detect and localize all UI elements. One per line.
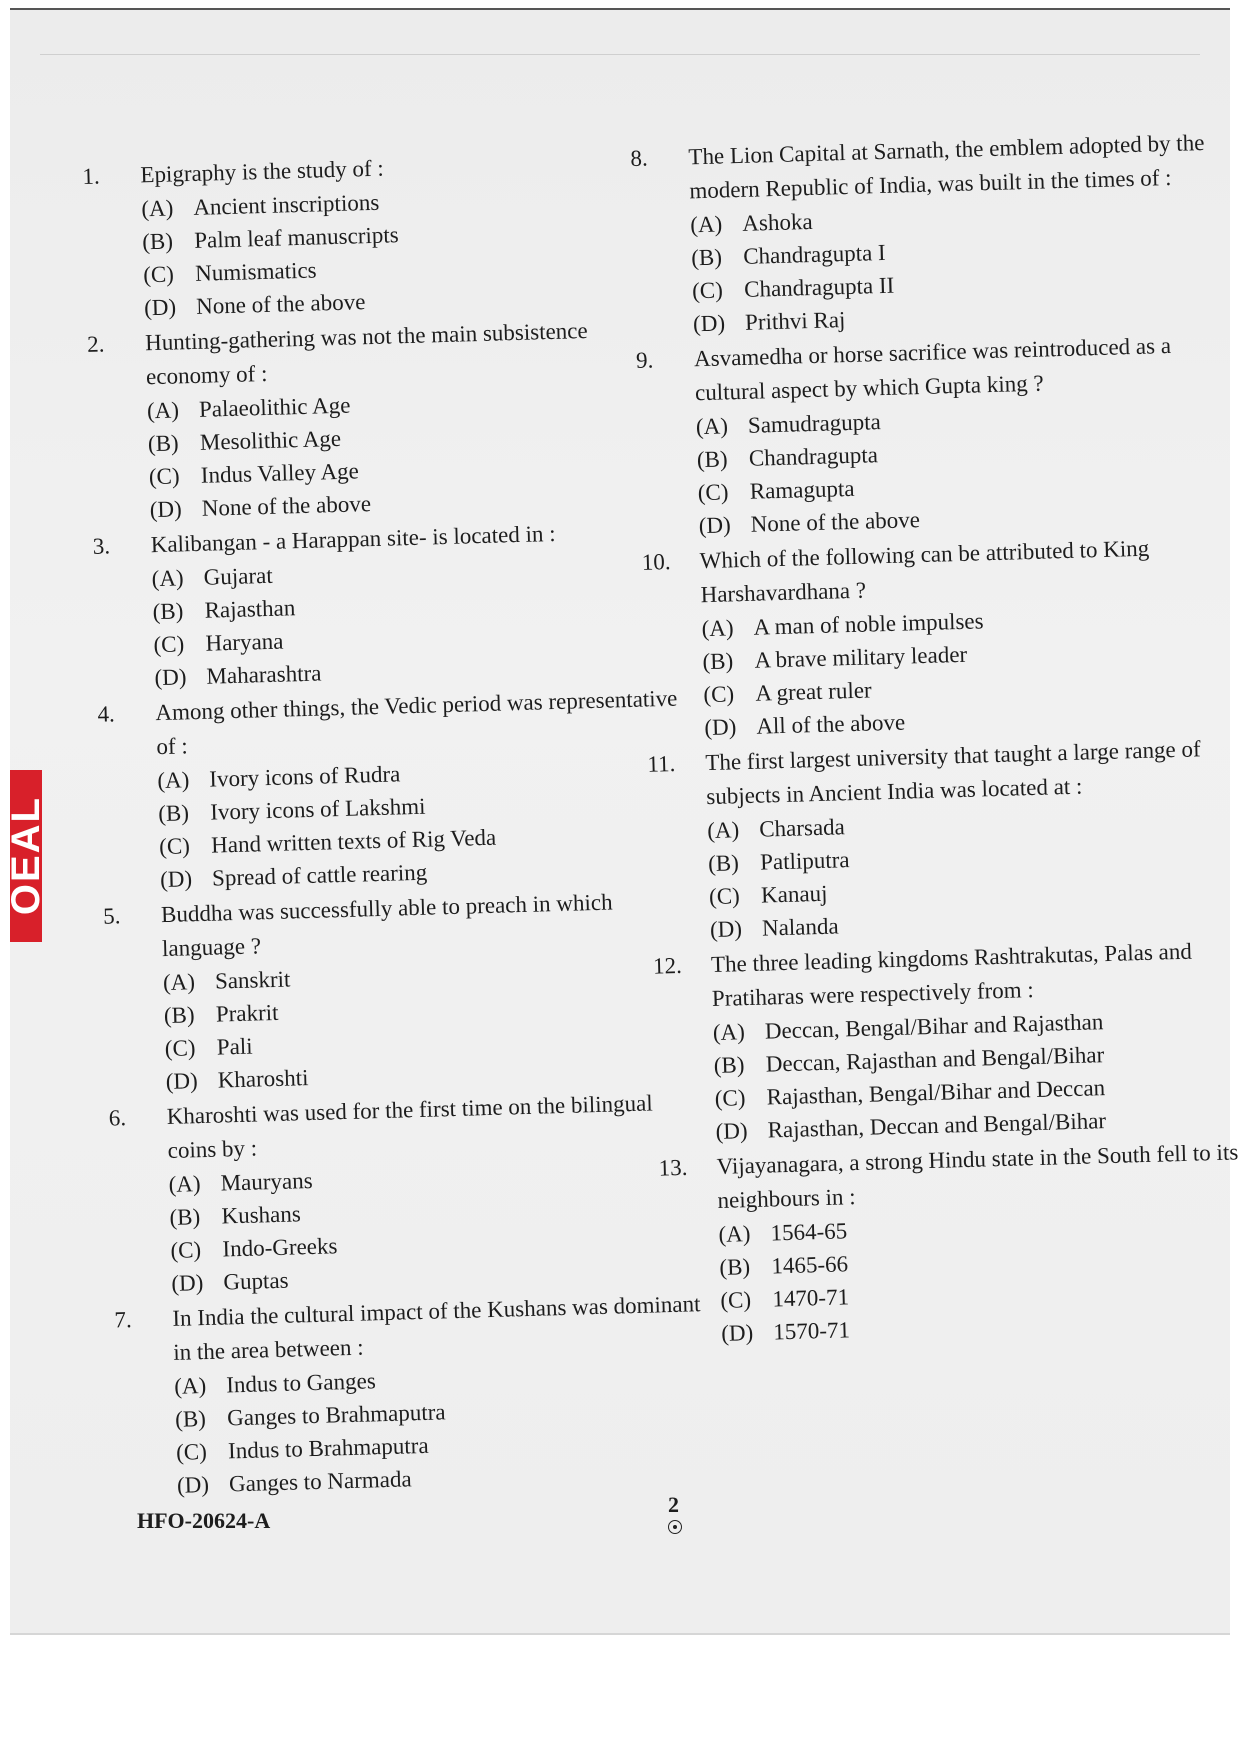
option-text: Samudragupta bbox=[747, 409, 882, 438]
top-scan-line bbox=[40, 54, 1200, 55]
question-number: 7. bbox=[114, 1307, 132, 1333]
option-key: (C) bbox=[153, 631, 185, 658]
option-key: (B) bbox=[690, 244, 723, 271]
question-item bbox=[114, 1287, 709, 1503]
option-key: (C) bbox=[175, 1439, 208, 1465]
option-text: Indo-Greeks bbox=[222, 1233, 338, 1262]
option-key: (A) bbox=[701, 615, 734, 642]
question-number: 6. bbox=[108, 1105, 127, 1131]
side-tab-label: OEAL bbox=[3, 796, 48, 916]
side-color-tab bbox=[3, 770, 48, 942]
option-key: (D) bbox=[159, 866, 193, 893]
question-text: The three leading kingdoms Rashtrakutas, Palas and Pratiharas were respectively from : bbox=[710, 938, 1193, 1012]
option-key: (A) bbox=[168, 1171, 201, 1197]
question-item bbox=[641, 530, 1226, 746]
option-text: Patliputra bbox=[759, 847, 850, 875]
question-item bbox=[630, 126, 1215, 342]
question-text: The Lion Capital at Sarnath, the emblem adopted by the modern Republic of India, was built in the times of : bbox=[688, 129, 1205, 204]
option-text: Indus to Ganges bbox=[225, 1368, 377, 1398]
question-number: 1. bbox=[82, 163, 101, 189]
option-text: Indus Valley Age bbox=[200, 458, 360, 488]
option-text: Sanskrit bbox=[214, 966, 291, 994]
option-key: (C) bbox=[158, 833, 191, 860]
question-item bbox=[636, 328, 1221, 544]
question-number: 11. bbox=[647, 750, 676, 777]
question-number: 12. bbox=[652, 952, 683, 979]
question-item bbox=[653, 933, 1238, 1149]
option-key: (C) bbox=[697, 479, 729, 506]
option-key: (C) bbox=[714, 1085, 746, 1112]
registration-mark-icon bbox=[668, 1520, 682, 1534]
option-text: Prithvi Raj bbox=[744, 307, 846, 335]
option-text: Spread of cattle rearing bbox=[211, 859, 428, 891]
bottom-scan-line bbox=[10, 1633, 1230, 1635]
option-text: 1570-71 bbox=[772, 1317, 851, 1345]
option-text: Charsada bbox=[758, 814, 846, 842]
option-text: None of the above bbox=[201, 491, 372, 521]
option-text: Indus to Brahmaputra bbox=[227, 1432, 429, 1464]
option-key: (A) bbox=[146, 397, 180, 424]
option-text: Palaeolithic Age bbox=[198, 392, 351, 422]
option-text: Pali bbox=[216, 1033, 253, 1060]
option-text: Palm leaf manuscripts bbox=[193, 222, 399, 253]
right-question-column bbox=[630, 126, 1240, 1354]
option-text: Rajasthan, Bengal/Bihar and Deccan bbox=[766, 1075, 1106, 1110]
option-text: A great ruler bbox=[755, 677, 872, 706]
option-text: Kushans bbox=[221, 1201, 302, 1229]
option-key: (B) bbox=[696, 446, 728, 473]
option-text: A man of noble impulses bbox=[753, 608, 984, 640]
option-key: (B) bbox=[719, 1254, 751, 1280]
option-key: (A) bbox=[695, 413, 729, 440]
question-number: 10. bbox=[641, 549, 671, 575]
option-text: Kanauj bbox=[760, 880, 828, 908]
option-text: A brave military leader bbox=[754, 641, 968, 673]
option-text: 1470-71 bbox=[772, 1284, 850, 1312]
question-text: Hunting-gathering was not the main subsistence economy of : bbox=[144, 317, 588, 390]
question-number: 3. bbox=[92, 533, 111, 559]
question-number: 2. bbox=[86, 331, 105, 357]
option-text: 1564-65 bbox=[770, 1218, 848, 1246]
option-key: (B) bbox=[713, 1052, 745, 1079]
option-text: Chandragupta I bbox=[742, 239, 886, 269]
option-text: Chandragupta bbox=[748, 442, 879, 471]
option-text: Kharoshti bbox=[217, 1065, 309, 1093]
option-key: (D) bbox=[704, 714, 737, 741]
option-key: (A) bbox=[141, 195, 174, 222]
option-key: (D) bbox=[143, 294, 177, 321]
option-text: Deccan, Bengal/Bihar and Rajasthan bbox=[764, 1009, 1104, 1044]
option-key: (B) bbox=[169, 1204, 201, 1230]
question-item bbox=[97, 681, 692, 897]
option-text: Ivory icons of Lakshmi bbox=[209, 793, 426, 825]
question-item bbox=[647, 732, 1232, 948]
page-number: 2 bbox=[668, 1492, 679, 1517]
option-text: All of the above bbox=[756, 709, 906, 739]
option-text: Numismatics bbox=[194, 257, 317, 286]
option-key: (C) bbox=[142, 261, 175, 288]
option-key: (B) bbox=[707, 850, 740, 877]
option-key: (D) bbox=[715, 1118, 748, 1144]
option-key: (A) bbox=[173, 1373, 207, 1399]
option-text: Deccan, Rajasthan and Bengal/Bihar bbox=[765, 1042, 1105, 1077]
question-number: 4. bbox=[97, 701, 116, 727]
option-text: Haryana bbox=[205, 628, 284, 656]
option-text: None of the above bbox=[750, 507, 921, 537]
question-text: Which of the following can be attributed to King Harshavardhana ? bbox=[699, 535, 1150, 608]
question-text: Epigraphy is the study of : bbox=[140, 155, 385, 188]
option-text: Ashoka bbox=[741, 208, 813, 236]
option-key: (B) bbox=[157, 800, 190, 827]
option-key: (D) bbox=[149, 496, 183, 523]
option-text: Ganges to Narmada bbox=[228, 1466, 412, 1497]
question-number: 9. bbox=[635, 347, 654, 373]
question-number: 13. bbox=[658, 1154, 688, 1181]
option-key: (B) bbox=[702, 648, 734, 675]
option-key: (C) bbox=[691, 277, 724, 304]
option-key: (D) bbox=[709, 916, 743, 943]
option-key: (C) bbox=[164, 1035, 196, 1062]
question-item bbox=[108, 1085, 703, 1301]
option-key: (A) bbox=[157, 767, 190, 794]
question-item bbox=[103, 883, 698, 1099]
left-question-column bbox=[82, 144, 709, 1506]
option-text: Ivory icons of Rudra bbox=[208, 761, 401, 792]
option-key: (C) bbox=[148, 463, 180, 490]
option-key: (D) bbox=[154, 664, 187, 691]
question-text: Kalibangan - a Harappan site- is located in : bbox=[150, 520, 556, 558]
option-text: Rajasthan bbox=[204, 595, 296, 623]
option-key: (A) bbox=[712, 1019, 746, 1046]
option-text: Maharashtra bbox=[206, 660, 322, 689]
option-key: (A) bbox=[151, 565, 184, 592]
option-key: (A) bbox=[689, 211, 723, 238]
option-key: (C) bbox=[720, 1287, 752, 1313]
option-text: Gujarat bbox=[203, 562, 273, 590]
option-key: (A) bbox=[162, 969, 196, 996]
option-text: Rajasthan, Deccan and Bengal/Bihar bbox=[767, 1108, 1107, 1143]
option-text: Ganges to Brahmaputra bbox=[226, 1399, 446, 1431]
option-key: (A) bbox=[706, 817, 740, 844]
option-key: (C) bbox=[170, 1237, 202, 1263]
option-key: (D) bbox=[698, 512, 732, 539]
option-key: (B) bbox=[141, 228, 174, 255]
question-item bbox=[87, 311, 682, 527]
question-item bbox=[658, 1135, 1240, 1351]
option-text: Guptas bbox=[223, 1267, 289, 1295]
option-key: (B) bbox=[163, 1002, 195, 1029]
question-item bbox=[92, 513, 686, 695]
option-key: (D) bbox=[720, 1320, 754, 1346]
option-text: Prakrit bbox=[215, 999, 279, 1027]
question-number: 8. bbox=[630, 145, 649, 171]
option-text: Hand written texts of Rig Veda bbox=[210, 824, 497, 858]
option-text: Mesolithic Age bbox=[199, 425, 342, 455]
paper-code: HFO-20624-A bbox=[137, 1508, 271, 1533]
question-text: Asvamedha or horse sacrifice was reintroduced as a cultural aspect by which Gupta king ? bbox=[693, 332, 1172, 406]
option-key: (D) bbox=[171, 1270, 204, 1296]
option-text: Ramagupta bbox=[749, 475, 855, 504]
option-key: (A) bbox=[718, 1221, 751, 1247]
option-key: (B) bbox=[147, 430, 179, 457]
option-key: (D) bbox=[176, 1471, 210, 1498]
question-text: Kharoshti was used for the first time on the bilingual coins by : bbox=[166, 1090, 654, 1163]
question-text: Among other things, the Vedic period was representative of : bbox=[155, 685, 678, 760]
question-number: 5. bbox=[102, 903, 121, 929]
option-key: (C) bbox=[703, 681, 735, 708]
option-key: (D) bbox=[692, 310, 726, 337]
option-key: (D) bbox=[165, 1068, 199, 1095]
option-text: None of the above bbox=[195, 289, 366, 319]
option-key: (C) bbox=[708, 883, 741, 910]
option-text: Nalanda bbox=[761, 913, 839, 941]
option-text: Mauryans bbox=[220, 1167, 313, 1196]
question-text: The first largest university that taught a large range of subjects in Ancient India was located at : bbox=[705, 736, 1201, 810]
question-text: Vijayanagara, a strong Hindu state in the South fell to its neighbours in : bbox=[716, 1139, 1239, 1213]
option-text: Ancient inscriptions bbox=[193, 189, 380, 220]
option-key: (B) bbox=[152, 598, 184, 625]
option-text: 1465-66 bbox=[771, 1251, 849, 1279]
option-key: (B) bbox=[174, 1406, 207, 1432]
question-item bbox=[82, 144, 676, 326]
question-text: Buddha was successfully able to preach in which language ? bbox=[160, 889, 613, 962]
question-text: In India the cultural impact of the Kushans was dominant in the area between : bbox=[172, 1291, 701, 1365]
option-text: Chandragupta II bbox=[743, 272, 895, 302]
